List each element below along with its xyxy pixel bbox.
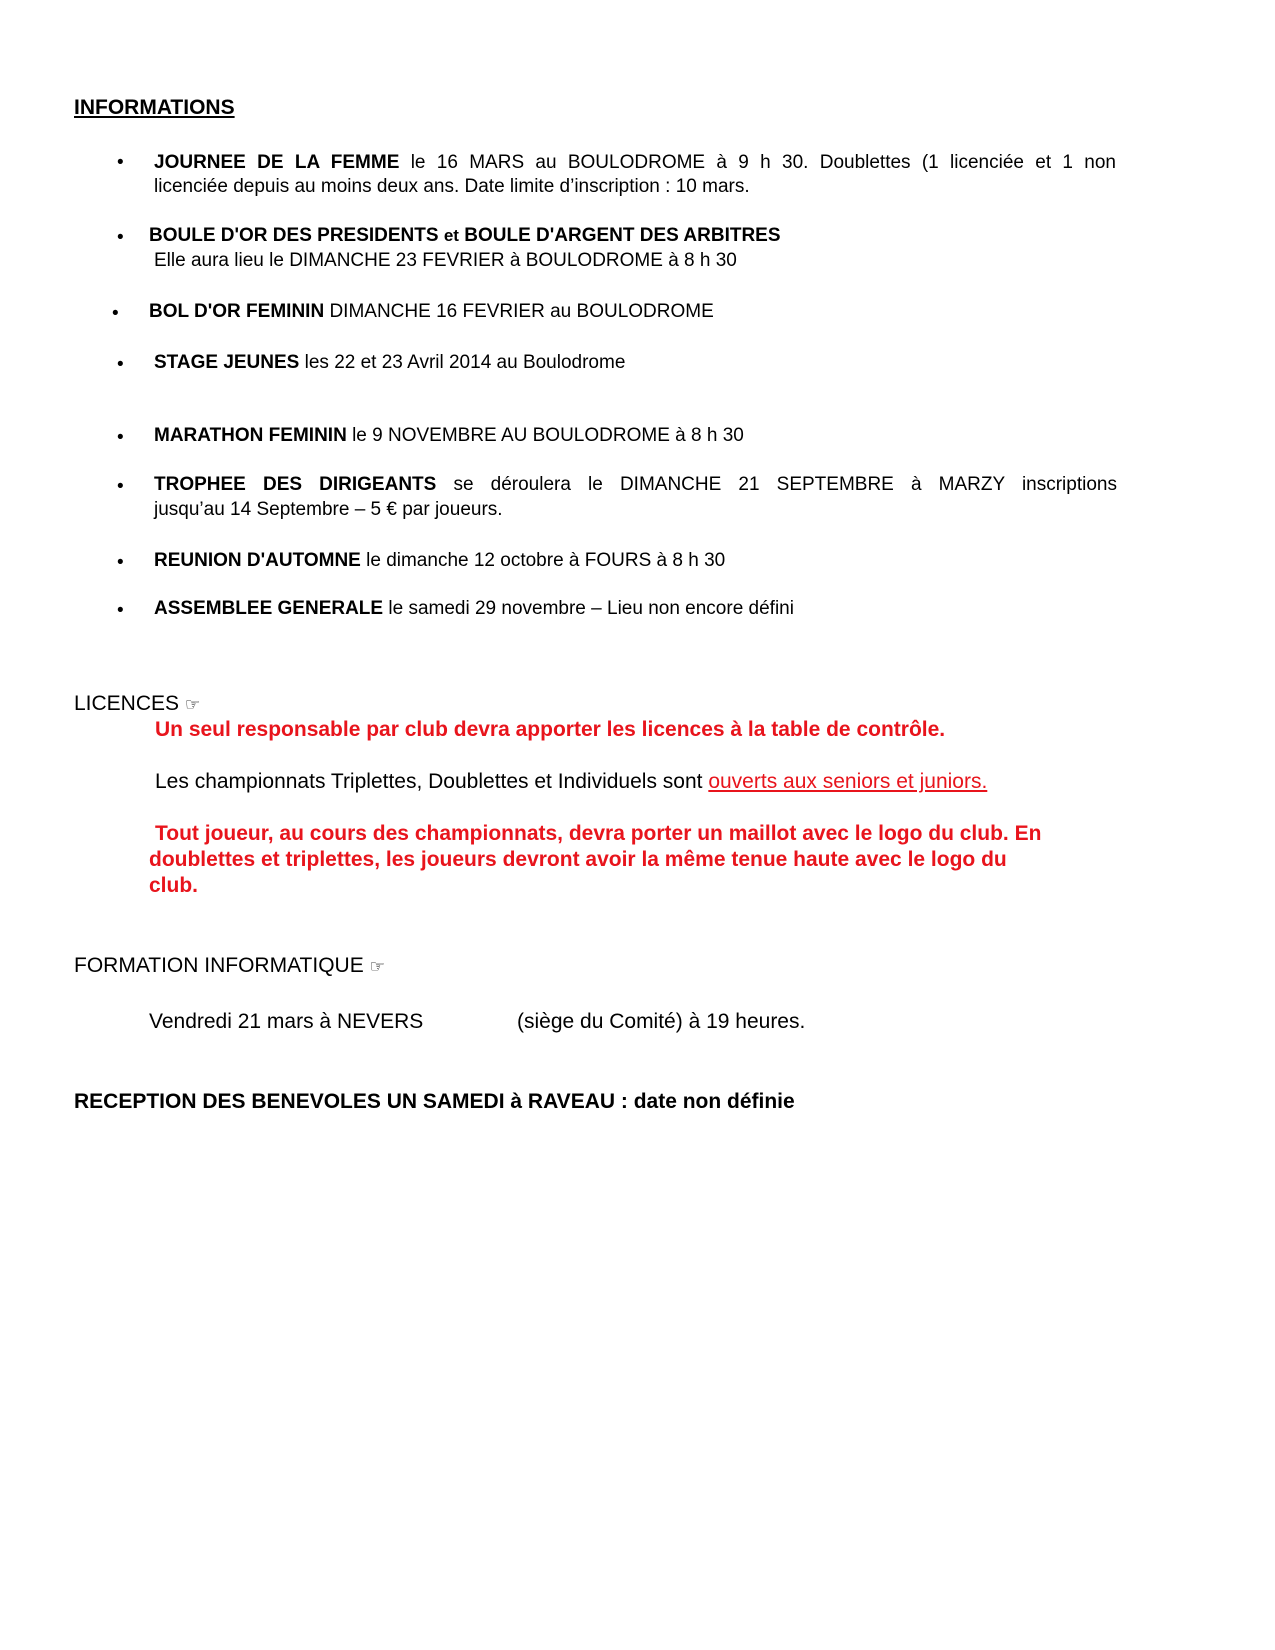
item-title: REUNION D'AUTOMNE (154, 550, 361, 571)
bullet-icon: • (117, 552, 124, 573)
bullet-icon: • (117, 476, 124, 497)
list-item (154, 425, 744, 447)
pointing-hand-icon: ☞ (369, 957, 385, 977)
item-title: BOULE D'OR DES PRESIDENTS (149, 225, 439, 246)
bullet-icon: • (117, 427, 124, 448)
licences-heading (74, 692, 200, 716)
jersey-rule-line-1: Tout joueur, au cours des championnats, devra porter un maillot avec le logo du club. En (155, 822, 1042, 845)
item-text: le 16 MARS au BOULODROME à 9 h 30. Doublettes (1 licenciée et 1 non (410, 152, 1116, 173)
item-text: le samedi 29 novembre – Lieu non encore défini (388, 598, 794, 619)
pointing-hand-icon: ☞ (184, 695, 201, 715)
item-text: le 9 NOVEMBRE AU BOULODROME à 8 h 30 (352, 425, 744, 446)
formation-when: Vendredi 21 mars à NEVERS (149, 1010, 424, 1033)
list-item (154, 152, 1116, 174)
reception-line: RECEPTION DES BENEVOLES UN SAMEDI à RAVEAU : date non définie (74, 1090, 795, 1113)
formation-heading (74, 954, 385, 978)
item-title: TROPHEE DES DIRIGEANTS (154, 474, 437, 495)
item-text-continued: licenciée depuis au moins deux ans. Date limite d’inscription : 10 mars. (154, 176, 750, 197)
formation-title: FORMATION INFORMATIQUE (74, 954, 364, 977)
jersey-rule-line-3: club. (149, 874, 199, 897)
item-title: STAGE JEUNES (154, 352, 300, 373)
item-title: JOURNEE DE LA FEMME (154, 152, 400, 173)
championships-open-link[interactable]: ouverts aux seniors et juniors. (708, 770, 988, 793)
bullet-icon: • (117, 227, 124, 248)
formation-where: (siège du Comité) à 19 heures. (517, 1010, 806, 1033)
item-title: BOL D'OR FEMININ (149, 301, 325, 322)
list-item (154, 352, 625, 374)
item-connector: et (443, 226, 459, 245)
list-item (154, 474, 1117, 496)
item-text: le dimanche 12 octobre à FOURS à 8 h 30 (366, 550, 726, 571)
bullet-icon: • (117, 354, 124, 375)
championships-text: Les championnats Triplettes, Doublettes et Individuels sont (155, 770, 703, 793)
bullet-icon: • (117, 152, 124, 173)
item-text: Elle aura lieu le DIMANCHE 23 FEVRIER à BOULODROME à 8 h 30 (154, 250, 737, 271)
list-item (154, 550, 725, 572)
item-title: MARATHON FEMININ (154, 425, 347, 446)
licences-red-notice: Un seul responsable par club devra apporter les licences à la table de contrôle. (155, 718, 946, 741)
bullet-icon: • (117, 600, 124, 621)
item-text: les 22 et 23 Avril 2014 au Boulodrome (304, 352, 626, 373)
bullet-icon: • (112, 303, 119, 324)
item-text: DIMANCHE 16 FEVRIER au BOULODROME (329, 301, 714, 322)
item-title-secondary: BOULE D'ARGENT DES ARBITRES (464, 225, 781, 246)
item-text: se déroulera le DIMANCHE 21 SEPTEMBRE à MARZY inscriptions (453, 474, 1117, 495)
list-item (149, 225, 781, 247)
licences-title: LICENCES (74, 692, 180, 715)
championships-line (155, 770, 987, 794)
jersey-rule-line-2: doublettes et triplettes, les joueurs devront avoir la même tenue haute avec le logo du (149, 848, 1007, 871)
list-item (154, 598, 794, 620)
informations-title: INFORMATIONS (74, 96, 235, 119)
item-text-continued: jusqu’au 14 Septembre – 5 € par joueurs. (154, 499, 503, 520)
item-title: ASSEMBLEE GENERALE (154, 598, 384, 619)
list-item (149, 301, 714, 323)
